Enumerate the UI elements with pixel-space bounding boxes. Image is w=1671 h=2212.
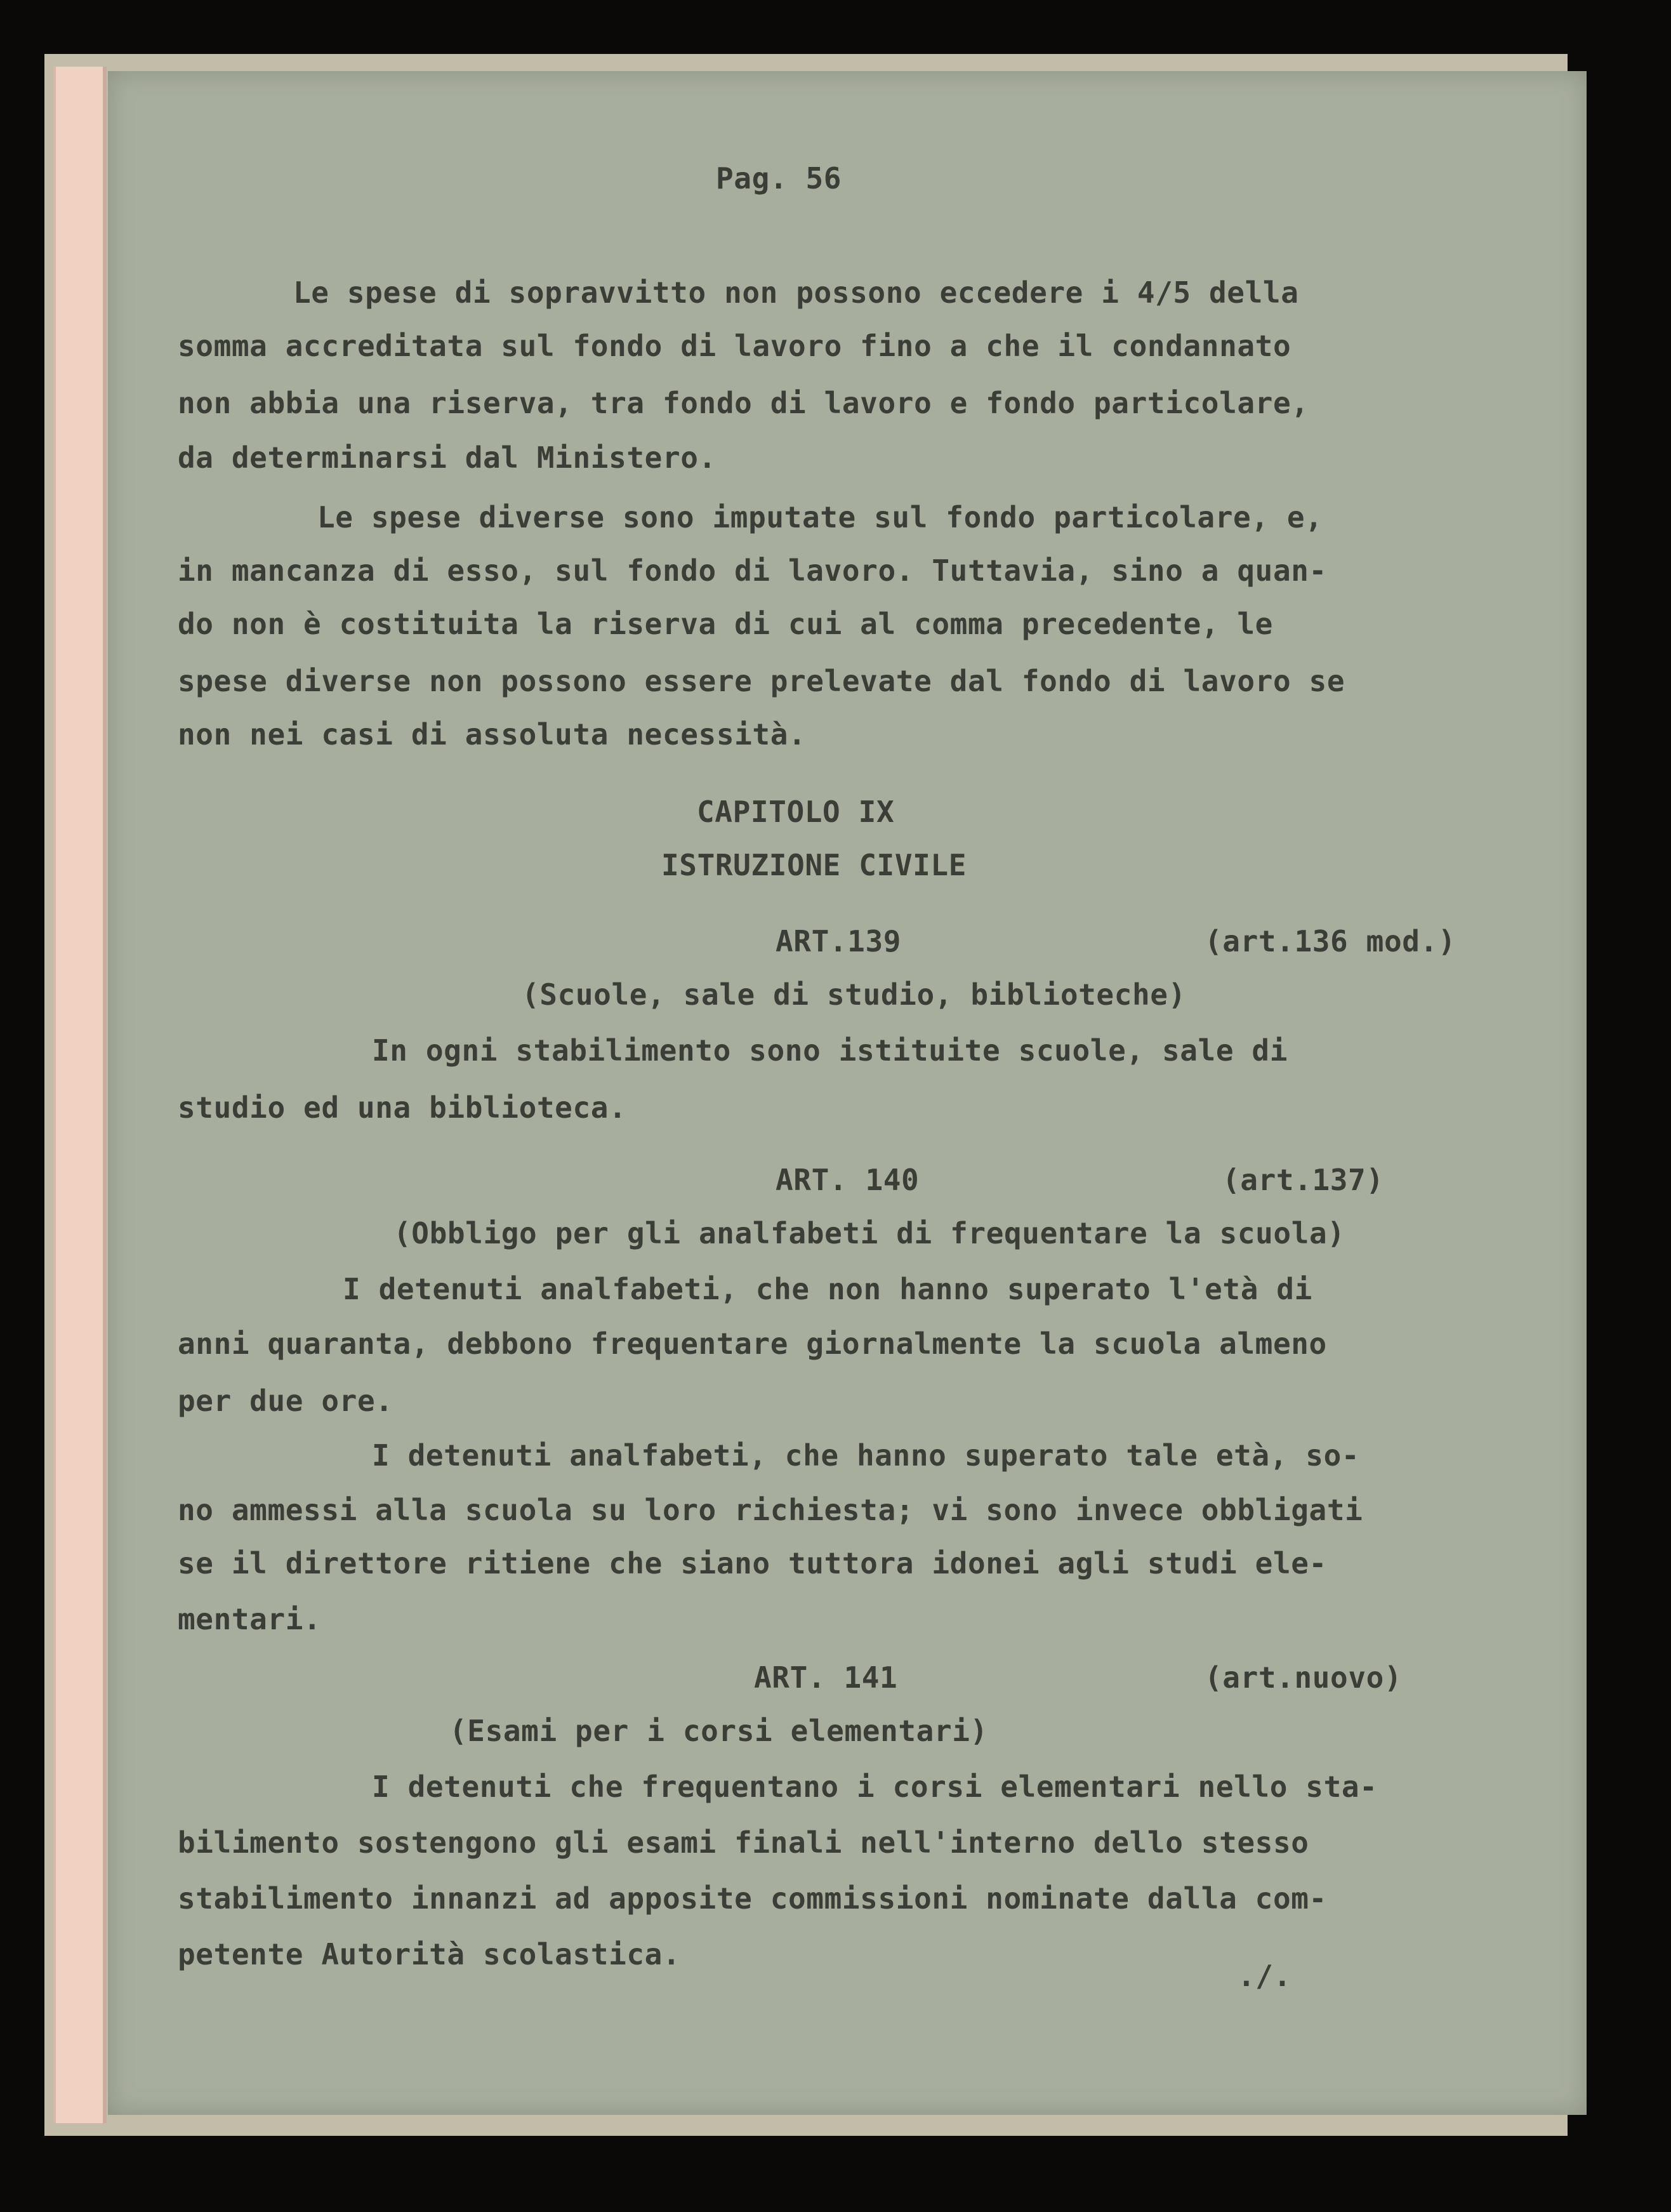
article-reference: (art.nuovo): [1205, 1660, 1403, 1695]
paragraph-line: Le spese diverse sono imputate sul fondo particolare, e,: [317, 500, 1323, 534]
page-header: Pag. 56: [716, 161, 842, 195]
article-subtitle: (Scuole, sale di studio, biblioteche): [522, 977, 1186, 1012]
article-subtitle: (Esami per i corsi elementari): [449, 1714, 988, 1748]
paragraph-line: mentari.: [178, 1602, 322, 1636]
paragraph-line: non abbia una riserva, tra fondo di lavoro e fondo particolare,: [178, 386, 1309, 420]
article-reference: (art.136 mod.): [1205, 924, 1456, 958]
paragraph-line: per due ore.: [178, 1384, 393, 1418]
article-label: ART. 141: [754, 1660, 898, 1695]
paragraph-line: I detenuti analfabeti, che non hanno superato l'età di: [343, 1272, 1312, 1306]
paragraph-line: spese diverse non possono essere prelevate dal fondo di lavoro se: [178, 664, 1345, 698]
article-label: ART. 140: [776, 1163, 920, 1197]
paragraph-line: anni quaranta, debbono frequentare giornalmente la scuola almeno: [178, 1327, 1327, 1361]
paragraph-line: in mancanza di esso, sul fondo di lavoro. Tuttavia, sino a quan-: [178, 553, 1327, 588]
paragraph-line: In ogni stabilimento sono istituite scuole, sale di: [372, 1033, 1288, 1068]
paragraph-line: bilimento sostengono gli esami finali nell'interno dello stesso: [178, 1825, 1309, 1860]
chapter-number: CAPITOLO IX: [697, 795, 895, 829]
paragraph-line: studio ed una biblioteca.: [178, 1090, 627, 1125]
paragraph-line: no ammessi alla scuola su loro richiesta; vi sono invece obbligati: [178, 1493, 1363, 1527]
paragraph-line: somma accreditata sul fondo di lavoro fino a che il condannato: [178, 329, 1291, 363]
chapter-title: ISTRUZIONE CIVILE: [661, 848, 967, 882]
paragraph-line: I detenuti analfabeti, che hanno superato tale età, so-: [372, 1438, 1360, 1473]
article-label: ART.139: [776, 924, 902, 958]
paragraph-line: se il direttore ritiene che siano tuttora idonei agli studi ele-: [178, 1546, 1327, 1580]
paragraph-line: do non è costituita la riserva di cui al comma precedente, le: [178, 607, 1273, 641]
continuation-mark: ./.: [1238, 1959, 1291, 1993]
paragraph-line: da determinarsi dal Ministero.: [178, 440, 717, 475]
paragraph-line: petente Autorità scolastica.: [178, 1937, 681, 1971]
paragraph-line: Le spese di sopravvitto non possono eccedere i 4/5 della: [293, 275, 1299, 310]
binding-strip: [53, 67, 107, 2123]
paragraph-line: I detenuti che frequentano i corsi elementari nello sta-: [372, 1770, 1378, 1804]
paragraph-line: stabilimento innanzi ad apposite commissioni nominate dalla com-: [178, 1881, 1327, 1916]
article-reference: (art.137): [1222, 1163, 1384, 1197]
article-subtitle: (Obbligo per gli analfabeti di frequentare la scuola): [393, 1216, 1345, 1250]
paragraph-line: non nei casi di assoluta necessità.: [178, 717, 807, 752]
